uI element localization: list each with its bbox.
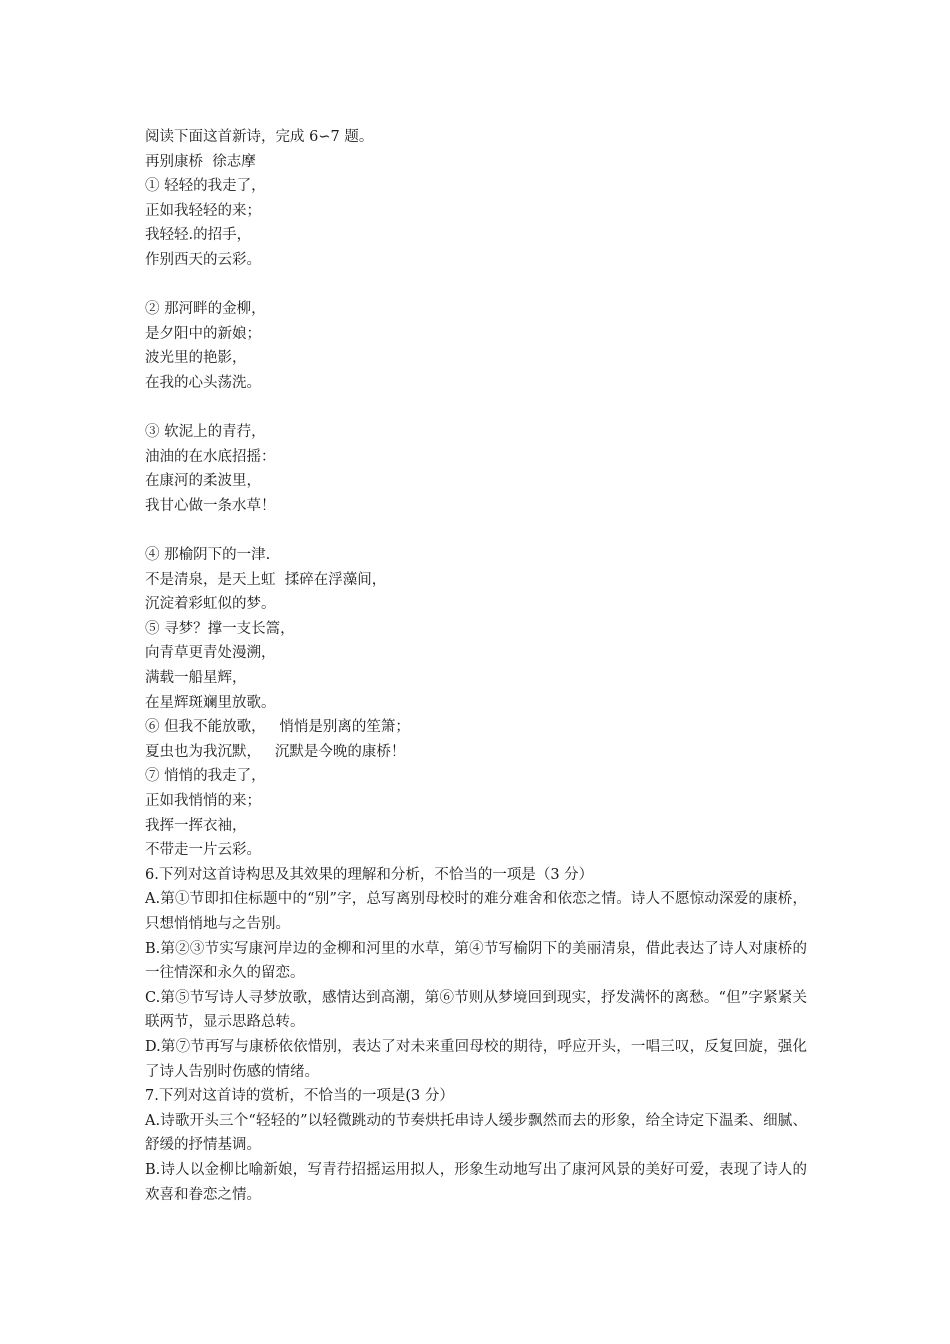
question-6-stem: 6.下列对这首诗构思及其效果的理解和分析，不恰当的一项是（3 分） <box>145 866 594 883</box>
poem-line: ⑤ 寻梦？撑一支长篙， <box>145 620 295 637</box>
question-7-option-a: A.诗歌开头三个“轻轻的”以轻微跳动的节奏烘托串诗人缓步飘然而去的形象，给全诗定下温柔、细腻、舒缓的抒情基调。 <box>145 1112 807 1154</box>
poem-line: 满载一船星辉， <box>145 670 247 687</box>
question-6-option-a: A.第①节即扣住标题中的“别”字，总写离别母校时的难分难舍和依恋之情。诗人不愿惊动深爱的康桥，只想悄悄地与之告别。 <box>145 891 807 932</box>
poem-line: 我甘心做一条水草！ <box>145 497 276 514</box>
stanza-gap <box>145 519 807 544</box>
poem-line: ② 那河畔的金柳， <box>145 301 266 318</box>
poem-line: ④ 那榆阴下的一津. <box>145 547 271 564</box>
poem-line: 不带走一片云彩。 <box>145 842 261 859</box>
intro-text: 阅读下面这首新诗，完成 6∽7 题。 <box>145 129 374 145</box>
document-body <box>145 125 807 1207</box>
poem-line: ⑦ 悄悄的我走了， <box>145 768 266 785</box>
poem-line: ⑥ 但我不能放歌， 悄悄是别离的笙箫； <box>145 719 410 736</box>
poem-line: 沉淀着彩虹似的梦。 <box>145 596 276 613</box>
stanza-gap <box>145 396 807 421</box>
poem-line: 正如我轻轻的来； <box>145 202 261 219</box>
stanza-gap <box>145 273 807 298</box>
poem-line: 波光里的艳影， <box>145 350 247 367</box>
poem-line: 我挥一挥衣袖， <box>145 817 247 834</box>
poem-line: 在康河的柔波里， <box>145 473 261 490</box>
poem-line: ① 轻轻的我走了， <box>145 178 266 195</box>
poem-line: 正如我悄悄的来； <box>145 793 261 810</box>
poem-line: 油油的在水底招摇： <box>145 448 276 465</box>
poem-title: 再别康桥 徐志摩 <box>145 153 256 170</box>
poem-line: 不是清泉，是天上虹 揉碎在浮藻间， <box>145 571 387 588</box>
poem-line: 在星辉斑斓里放歌。 <box>145 694 276 711</box>
question-6-option-b: B.第②③节实写康河岸边的金柳和河里的水草，第④节写榆阴下的美丽清泉，借此表达了诗人对康桥的一往情深和永久的留恋。 <box>145 940 807 982</box>
poem-line: 我轻轻.的招手， <box>145 227 252 244</box>
question-6-option-d: D.第⑦节再写与康桥依依惜别，表达了对未来重回母校的期待，呼应开头，一唱三叹，反复回旋，强化了诗人告别时伤感的情绪。 <box>145 1038 807 1080</box>
question-6-option-c: C.第⑤节写诗人寻梦放歌，感情达到高潮，第⑥节则从梦境回到现实，抒发满怀的离愁。“但”字紧紧关联两节，显示思路总转。 <box>145 989 807 1031</box>
question-7-stem: 7.下列对这首诗的赏析，不恰当的一项是(3 分） <box>145 1088 454 1105</box>
poem-line: 夏虫也为我沉默， 沉默是今晚的康桥！ <box>145 743 406 760</box>
poem-line: 在我的心头荡洗。 <box>145 374 261 391</box>
poem-line: ③ 软泥上的青荇， <box>145 424 266 441</box>
poem-line: 是夕阳中的新娘； <box>145 325 261 342</box>
poem-line: 作别西天的云彩。 <box>145 251 261 268</box>
poem-line: 向青草更青处漫溯， <box>145 645 276 662</box>
question-7-option-b: B.诗人以金柳比喻新娘，写青荇招摇运用拟人，形象生动地写出了康河风景的美好可爱，表现了诗人的欢喜和眷恋之情。 <box>145 1161 807 1203</box>
